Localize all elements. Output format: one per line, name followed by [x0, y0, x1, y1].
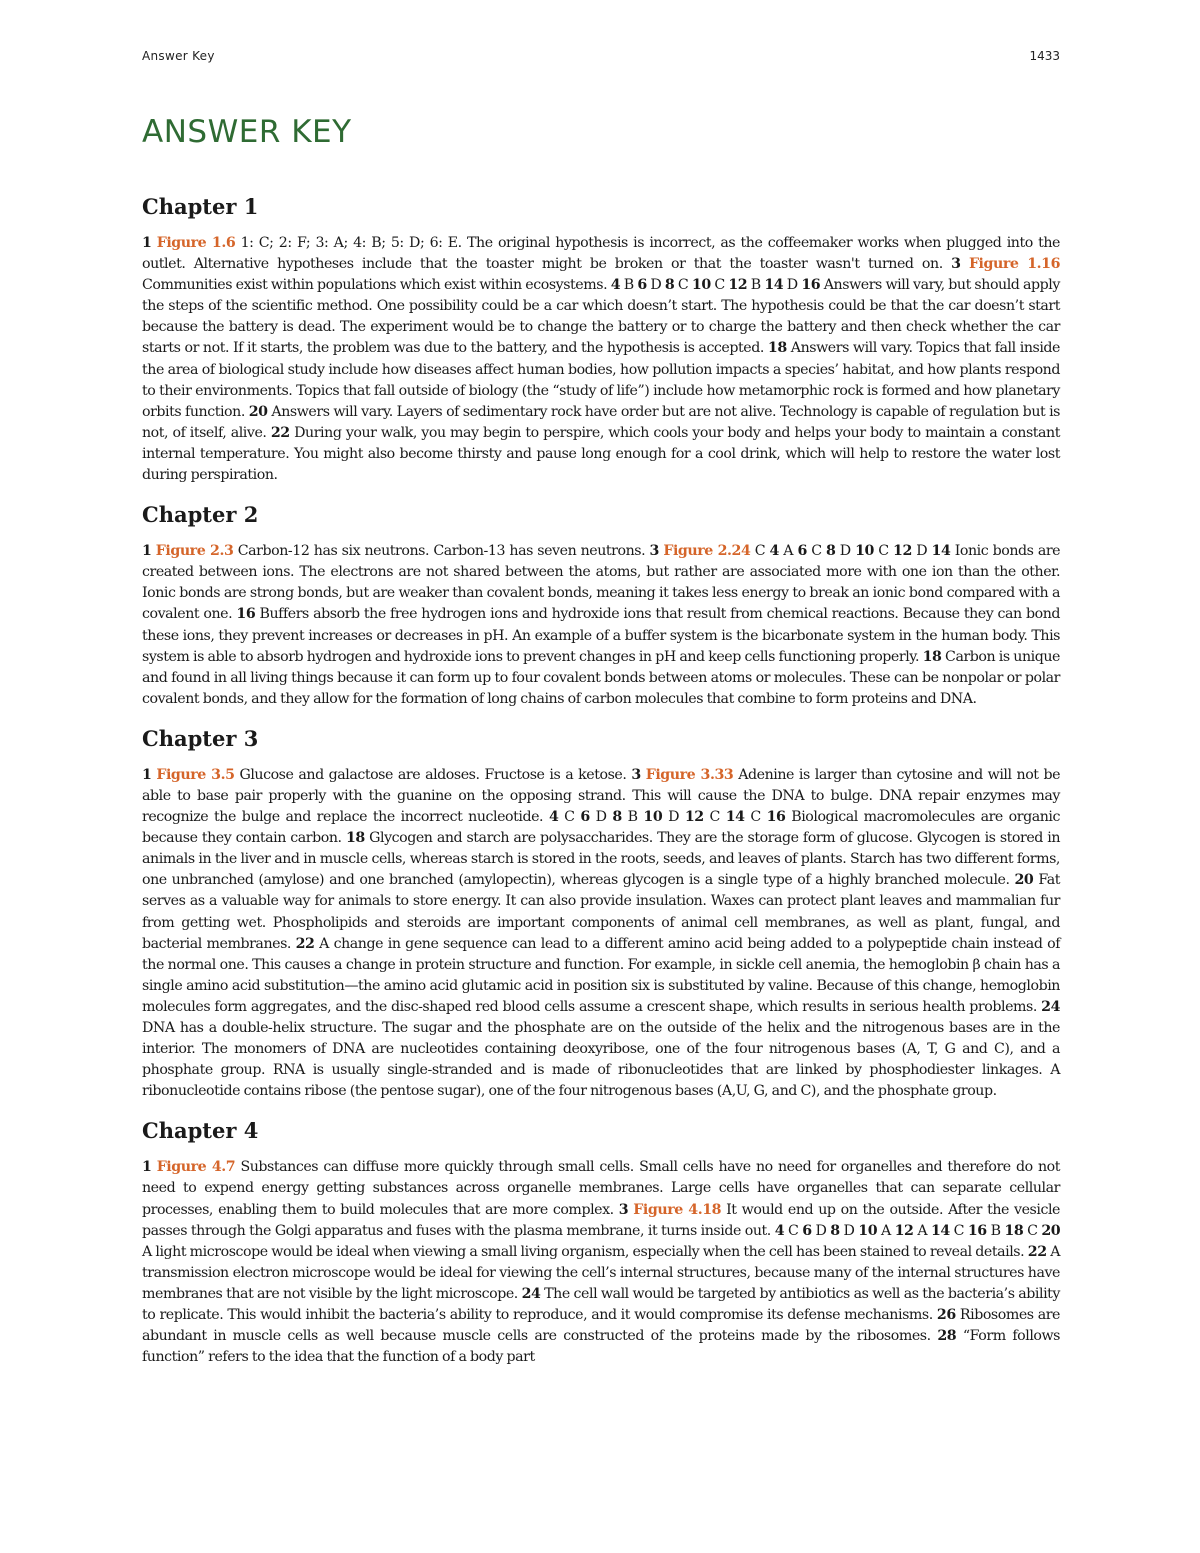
- answer-text: Substances can diffuse more quickly through small cells. Small cells have no need for organelles and therefore do not need to expend energy getting substances across organelle membranes. Large cells have organelles that can separate cellular processes, enabling them to build molecules that are more complex.: [142, 1159, 1061, 1218]
- answer-number: 6: [637, 277, 647, 294]
- answer-text: D: [843, 1222, 855, 1239]
- figure-link[interactable]: Figure 4.7: [156, 1159, 236, 1176]
- answer-item: [775, 1223, 799, 1239]
- answer-number: 1: [142, 766, 152, 783]
- figure-link[interactable]: Figure 3.33: [645, 766, 734, 783]
- answer-text: Answers will vary. Topics that fall inside the area of biological study include how diseases affect human bodies, how pollution impacts a species’ habitat, and how plants respond to their environments. Topics that fall outside of biology (the “study of life”) include how metamorphic rock is formed and how planetary orbits function.: [142, 340, 1061, 420]
- answer-text: D: [916, 543, 928, 560]
- answer-number: 3: [951, 256, 961, 273]
- answer-item: [611, 277, 634, 293]
- chapters-container: [142, 192, 1060, 1382]
- answer-text: C: [811, 543, 822, 560]
- answer-number: 18: [1004, 1222, 1024, 1239]
- answer-number: 6: [802, 1222, 812, 1239]
- answer-item: [612, 809, 637, 825]
- answer-number: 16: [967, 1222, 987, 1239]
- answer-number: 10: [858, 1222, 878, 1239]
- answer-number: 22: [270, 424, 290, 441]
- answer-number: 24: [1041, 998, 1060, 1015]
- answer-number: 22: [1027, 1243, 1047, 1260]
- answer-text: DNA has a double-helix structure. The sugar and the phosphate are on the outside of the helix and the nitrogenous bases are in the interior. The monomers of DNA are nucleotides containing deoxyribose, one of the four nitrogenous bases (A, T, G and C), and a phosphate group. RNA is usually single-stranded and is made of ribonucleotides that are linked by phosphodiester linkages. A ribonucleotide contains ribose (the pentose sugar), one of the four nitrogenous bases (A,U, G, and C), and the phosphate group.: [142, 1020, 1060, 1100]
- answer-item: [726, 809, 761, 825]
- chapter-heading: Chapter 1: [142, 194, 259, 219]
- answer-item: [142, 235, 1060, 272]
- chapter-section: [142, 1116, 1060, 1368]
- answer-item: [685, 809, 720, 825]
- answer-text: C: [787, 1222, 799, 1239]
- answer-number: 14: [764, 277, 784, 294]
- answer-item: [142, 425, 1060, 483]
- answer-item: [931, 1223, 964, 1239]
- answer-text: 1: C; 2: F; 3: A; 4: B; 5: D; 6: E. The original hypothesis is incorrect, as the coffeemaker works when plugged into the outlet. Alternative hypotheses include that the toaster might be broken or that the toaster wasn't turned on.: [142, 235, 1061, 273]
- answer-text: Answers will vary. Layers of sedimentary rock have order but are not alive. Technology is capable of regulation but is not, of itself, alive.: [142, 403, 1060, 441]
- figure-link[interactable]: Figure 1.16: [968, 256, 1060, 273]
- answer-number: 10: [691, 277, 711, 294]
- answer-text: A: [783, 543, 794, 560]
- figure-link[interactable]: Figure 3.5: [156, 766, 235, 783]
- answer-text: Glucose and galactose are aldoses. Fructose is a ketose.: [239, 766, 627, 783]
- answer-text: A: [880, 1222, 891, 1239]
- answer-item: [665, 277, 688, 293]
- answer-item: [830, 1223, 854, 1239]
- answer-text: C: [564, 809, 575, 826]
- answer-item: [770, 543, 794, 559]
- answer-item: [692, 277, 725, 293]
- answer-text: C: [714, 277, 725, 294]
- answer-number: 16: [801, 277, 821, 294]
- answer-text: C: [677, 277, 689, 294]
- chapter-heading: Chapter 4: [142, 1118, 259, 1144]
- chapter-section: [142, 192, 1060, 486]
- answer-text: D: [595, 809, 607, 826]
- answer-number: 20: [1014, 872, 1034, 889]
- figure-link[interactable]: Figure 2.24: [663, 543, 751, 560]
- answer-text: D: [786, 277, 798, 294]
- answer-text: C: [953, 1222, 965, 1239]
- answer-number: 14: [931, 543, 951, 560]
- answer-text: Carbon is unique and found in all living things because it can form up to four covalent bonds between atoms or molecules. These can be nonpolar or polar covalent bonds, and they allow for the formation of long chains of carbon molecules that combine to form proteins and DNA.: [142, 648, 1060, 707]
- answer-number: 22: [295, 935, 315, 952]
- answer-text: D: [668, 809, 679, 826]
- answer-text: Buffers absorb the free hydrogen ions and hydroxide ions that result from chemical reactions. Because they can bond these ions, they prevent increases or decreases in pH. An example of a buffer system is the bicarbonate system in the human body. This system is able to absorb hydrogen and hydroxide ions to prevent changes in pH and keep cells functioning properly.: [142, 606, 1061, 665]
- answer-text: Fat serves as a valuable way for animals to store energy. It can also provide insulation. Waxes can protect plant leaves and mammalian fur from getting wet. Phospholipids and steroids are important components of animal cell membranes, as well as plant, fungal, and bacterial membranes.: [142, 872, 1061, 952]
- answer-number: 8: [664, 277, 675, 294]
- answer-text: B: [750, 277, 761, 294]
- figure-link[interactable]: Figure 2.3: [155, 543, 234, 560]
- answer-item: [728, 277, 760, 293]
- chapter-heading: Chapter 3: [142, 725, 259, 751]
- answer-item: [643, 809, 679, 825]
- answer-text: C: [754, 543, 766, 560]
- answer-number: 20: [1041, 1222, 1061, 1239]
- answer-text: Communities exist within populations which exist within ecosystems.: [142, 277, 608, 294]
- answer-number: 18: [345, 830, 365, 847]
- answer-text: A change in gene sequence can lead to a different amino acid being added to a polypeptide chain instead of the normal one. This causes a change in protein structure and function. For example, in sickle cell anemia, the hemoglobin β chain has a single amino acid substitution—the amino acid glutamic acid in position six is substituted by valine. Because of this change, hemoglobin molecules form aggregates, and the disc-shaped red blood cells assume a crescent shape, which results in serious health problems.: [142, 935, 1061, 1015]
- answer-number: 10: [855, 543, 874, 560]
- answer-text: Glycogen and starch are polysaccharides. They are the storage form of glucose. Glycogen is stored in animals in the liver and in muscle cells, whereas starch is stored in the roots, seeds, and leaves of plants. Starch has two different forms, one unbranched (amylose) and one branched (amylopectin), whereas glycogen is a single type of a highly branched molecule.: [142, 830, 1061, 889]
- page-number: 1433: [1029, 49, 1060, 63]
- answer-text: C: [709, 809, 720, 826]
- document-title: ANSWER KEY: [142, 114, 352, 150]
- answer-number: 18: [922, 648, 942, 665]
- answer-item: [1004, 1223, 1037, 1239]
- answer-item: [764, 277, 797, 293]
- answer-number: 26: [936, 1307, 956, 1324]
- answer-number: 16: [766, 809, 786, 826]
- answer-text: During your walk, you may begin to perspire, which cools your body and helps your body to maintain a constant internal temperature. You might also become thirsty and pause long enough for a cool drink, which will help to restore the water lost during perspiration.: [142, 424, 1060, 484]
- answer-text: B: [627, 809, 638, 826]
- chapter-section: [142, 724, 1060, 1103]
- answer-number: 28: [937, 1328, 957, 1345]
- answer-number: 16: [236, 606, 256, 623]
- answer-text: D: [815, 1222, 827, 1239]
- chapter-heading: Chapter 2: [142, 502, 259, 528]
- answer-number: 3: [631, 766, 641, 783]
- answer-text: B: [990, 1222, 1001, 1239]
- answer-text: A transmission electron microscope would be ideal for viewing the cell’s internal structures, because many of the internal structures have membranes that are not visible by the light microscope.: [142, 1243, 1060, 1302]
- answer-text: D: [650, 277, 662, 294]
- answer-text: “Form follows function” refers to the idea that the function of a body part: [142, 1328, 1061, 1366]
- answer-number: 14: [725, 809, 745, 826]
- answer-text: C: [1027, 1222, 1038, 1239]
- answer-text: Carbon-12 has six neutrons. Carbon-13 has seven neutrons.: [237, 543, 646, 560]
- answer-item: [826, 543, 851, 559]
- answer-number: 6: [580, 809, 590, 826]
- answer-text: C: [750, 809, 761, 826]
- answer-number: 4: [769, 543, 779, 560]
- answer-item: [637, 277, 661, 293]
- chapter-answers: [142, 541, 1060, 710]
- answer-item: [893, 543, 927, 559]
- answer-number: 4: [774, 1222, 785, 1239]
- answer-number: 20: [248, 403, 268, 420]
- answer-text: D: [839, 543, 851, 560]
- answer-number: 1: [142, 1159, 152, 1176]
- answer-text: B: [623, 277, 634, 294]
- answer-text: It would end up on the outside. After the vesicle passes through the Golgi apparatus and fuses with the plasma membrane, it turns inside out.: [142, 1201, 1060, 1239]
- answer-text: Answers will vary, but should apply the steps of the scientific method. One possibility could be a car which doesn’t start. The hypothesis could be that the car doesn’t start because the battery is dead. The experiment would be to change the battery or to charge the battery and then check whether the car starts or not. If it starts, the problem was due to the battery, and the hypothesis is accepted.: [142, 277, 1060, 357]
- answer-text: Biological macromolecules are organic because they contain carbon.: [142, 809, 1061, 847]
- answer-text: A light microscope would be ideal when viewing a small living organism, especially when the cell has been stained to reveal details.: [142, 1243, 1025, 1260]
- answer-item: [549, 809, 575, 825]
- answer-item: [142, 543, 645, 559]
- answer-number: 12: [684, 809, 704, 826]
- answer-item: [580, 809, 606, 825]
- running-header: [142, 49, 1060, 65]
- answer-text: The cell wall would be targeted by antibiotics as well as the bacteria’s ability to replicate. This would inhibit the bacteria’s ability to reproduce, and it would compromise its defense mechanisms.: [142, 1285, 1060, 1324]
- figure-link[interactable]: Figure 4.18: [633, 1201, 722, 1218]
- answer-item: [797, 543, 821, 559]
- answer-number: 3: [649, 543, 659, 560]
- answer-item: [968, 1223, 1001, 1239]
- answer-number: 1: [142, 543, 152, 560]
- answer-number: 14: [930, 1222, 950, 1239]
- answer-number: 8: [612, 809, 622, 826]
- answer-text: Ribosomes are abundant in muscle cells as well because muscle cells are constructed of the proteins made by the ribosomes.: [142, 1307, 1061, 1345]
- chapter-section: [142, 500, 1060, 710]
- answer-number: 18: [767, 340, 787, 357]
- answer-number: 10: [643, 809, 663, 826]
- answer-number: 4: [548, 809, 559, 826]
- chapter-answers: [142, 1157, 1060, 1368]
- answer-item: [650, 543, 766, 559]
- answer-text: A: [917, 1222, 928, 1239]
- answer-item: [802, 1223, 826, 1239]
- answer-number: 4: [610, 277, 621, 294]
- answer-item: [142, 767, 626, 783]
- answer-number: 3: [618, 1201, 629, 1218]
- answer-text: C: [878, 543, 889, 560]
- answer-number: 1: [142, 235, 152, 251]
- answer-number: 8: [830, 1222, 840, 1239]
- answer-number: 8: [825, 543, 836, 560]
- answer-number: 12: [893, 543, 912, 560]
- answer-item: [858, 1223, 890, 1239]
- answer-number: 6: [797, 543, 807, 560]
- chapter-answers: [142, 233, 1060, 486]
- answer-number: 12: [894, 1222, 914, 1239]
- answer-item: [855, 543, 889, 559]
- running-header-title: Answer Key: [142, 49, 215, 63]
- answer-text: Adenine is larger than cytosine and will not be able to base pair properly with the guanine on the opposing strand. This will cause the DNA to bulge. DNA repair enzymes may recognize the bulge and replace the incorrect nucleotide.: [142, 766, 1061, 826]
- answer-item: [895, 1223, 927, 1239]
- answer-number: 24: [521, 1285, 541, 1302]
- answer-number: 12: [728, 277, 748, 294]
- chapter-answers: [142, 765, 1060, 1103]
- answer-text: Ionic bonds are created between ions. The electrons are not shared between the atoms, but rather are associated more with one ion than the other. Ionic bonds are strong bonds, but are weaker than covalent bonds, meaning it takes less energy to break an ionic bond compared with a covalent one.: [142, 543, 1061, 623]
- figure-link[interactable]: Figure 1.6: [156, 235, 236, 251]
